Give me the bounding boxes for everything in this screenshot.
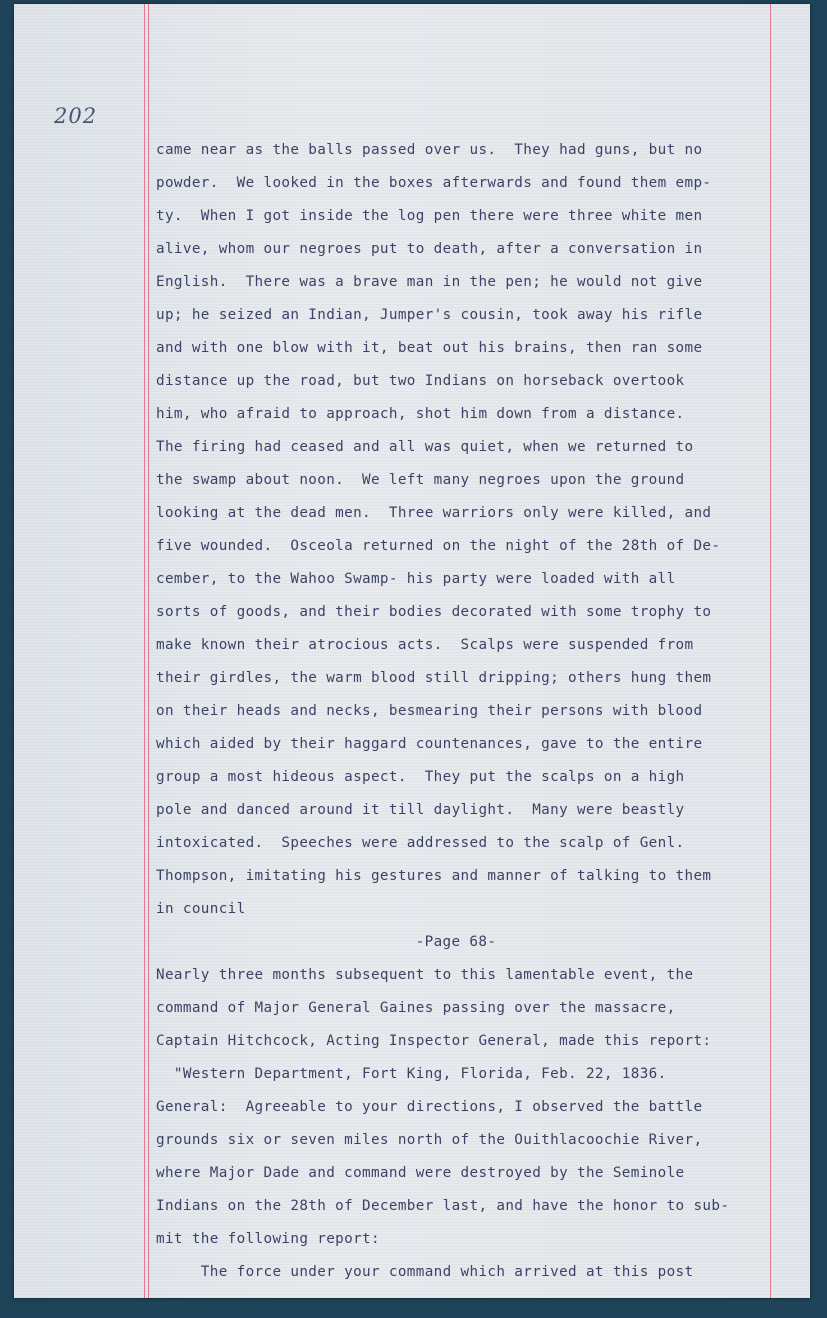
text-line: him, who afraid to approach, shot him down from a distance.	[156, 406, 685, 422]
text-line: intoxicated. Speeches were addressed to the scalp of Genl.	[156, 835, 685, 851]
text-line: Captain Hitchcock, Acting Inspector General, made this report:	[156, 1033, 712, 1049]
text-line: up; he seized an Indian, Jumper's cousin, took away his rifle	[156, 307, 703, 323]
text-line: powder. We looked in the boxes afterwards and found them emp-	[156, 175, 712, 191]
text-line: Indians on the 28th of December last, and have the honor to sub-	[156, 1198, 730, 1214]
text-line: pole and danced around it till daylight. Many were beastly	[156, 802, 685, 818]
text-line: Thompson, imitating his gestures and manner of talking to them	[156, 868, 712, 884]
text-line: make known their atrocious acts. Scalps were suspended from	[156, 637, 694, 653]
handwritten-folio-number: 202	[54, 104, 98, 128]
text-line: came near as the balls passed over us. They had guns, but no	[156, 142, 703, 158]
text-line: English. There was a brave man in the pen; he would not give	[156, 274, 703, 290]
text-line: "Western Department, Fort King, Florida, Feb. 22, 1836.	[156, 1066, 667, 1082]
text-line: group a most hideous aspect. They put the scalps on a high	[156, 769, 685, 785]
text-line: and with one blow with it, beat out his brains, then ran some	[156, 340, 703, 356]
text-line: in council	[156, 901, 246, 917]
text-line: command of Major General Gaines passing over the massacre,	[156, 1000, 676, 1016]
text-line: alive, whom our negroes put to death, after a conversation in	[156, 241, 703, 257]
text-line: mit the following report:	[156, 1231, 380, 1247]
left-margin-rule	[144, 4, 145, 1298]
typed-text-body	[156, 134, 796, 1289]
text-line: sorts of goods, and their bodies decorated with some trophy to	[156, 604, 712, 620]
text-line: on their heads and necks, besmearing their persons with blood	[156, 703, 703, 719]
typescript-page	[14, 4, 810, 1298]
text-line: cember, to the Wahoo Swamp- his party were loaded with all	[156, 571, 676, 587]
text-line: The firing had ceased and all was quiet, when we returned to	[156, 439, 694, 455]
text-line: The force under your command which arrived at this post	[156, 1264, 694, 1280]
text-line: five wounded. Osceola returned on the night of the 28th of De-	[156, 538, 721, 554]
text-line: General: Agreeable to your directions, I observed the battle	[156, 1099, 703, 1115]
text-line: grounds six or seven miles north of the Ouithlacoochie River,	[156, 1132, 703, 1148]
page-marker: -Page 68-	[415, 934, 497, 950]
left-margin-rule-inner	[148, 4, 149, 1298]
text-line: distance up the road, but two Indians on horseback overtook	[156, 373, 685, 389]
text-line: ty. When I got inside the log pen there were three white men	[156, 208, 703, 224]
text-line: which aided by their haggard countenances, gave to the entire	[156, 736, 703, 752]
text-line: their girdles, the warm blood still dripping; others hung them	[156, 670, 712, 686]
text-line: the swamp about noon. We left many negroes upon the ground	[156, 472, 685, 488]
text-line: where Major Dade and command were destroyed by the Seminole	[156, 1165, 685, 1181]
text-line: Nearly three months subsequent to this lamentable event, the	[156, 967, 694, 983]
text-line: looking at the dead men. Three warriors only were killed, and	[156, 505, 712, 521]
